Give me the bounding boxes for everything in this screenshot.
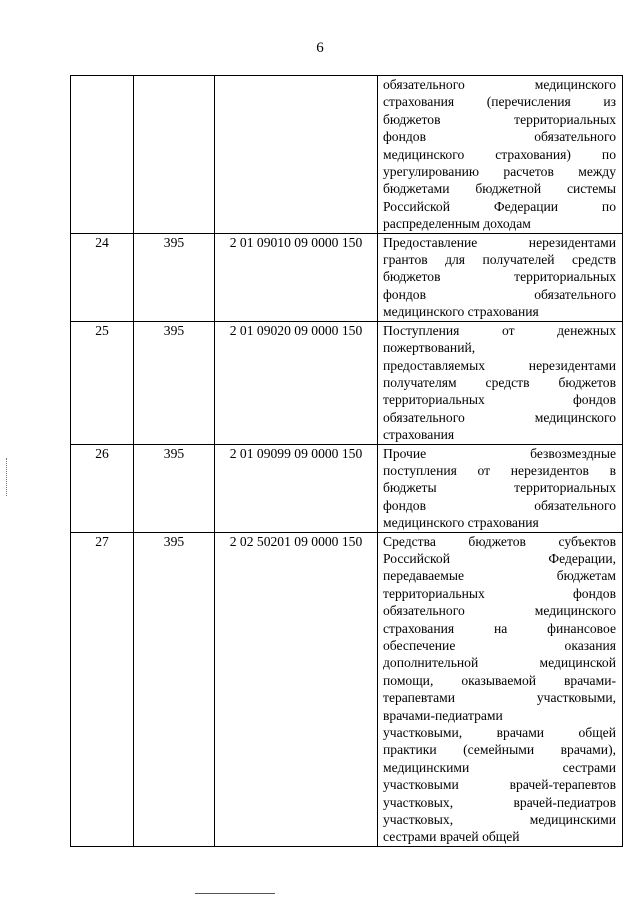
income-name-line: Российской Федерации по xyxy=(383,198,616,214)
budget-code-cell xyxy=(215,76,378,234)
admin-code-cell: 395 xyxy=(134,233,215,321)
income-name-line: территориальных фондов xyxy=(383,585,616,601)
income-name-line: получателям средств бюджетов xyxy=(383,374,616,390)
income-name-cell xyxy=(378,532,623,846)
income-name-line: урегулированию расчетов между xyxy=(383,164,616,180)
income-name-line: Средства бюджетов субъектов xyxy=(383,533,616,549)
income-name-line: Прочие безвозмездные xyxy=(383,445,616,461)
budget-code-cell: 2 01 09099 09 0000 150 xyxy=(215,444,378,532)
table-row xyxy=(71,532,623,846)
income-name-line: практики (семейными врачами), xyxy=(383,742,616,758)
income-name-line: территориальных фондов xyxy=(383,392,616,408)
income-name-line: участковыми врачей-терапевтов xyxy=(383,777,616,793)
income-name-line: предоставляемых нерезидентами xyxy=(383,357,616,373)
income-name-line: сестрами врачей общей xyxy=(383,829,520,845)
admin-code-cell xyxy=(134,76,215,234)
income-name-line: страхования на финансовое xyxy=(383,620,616,636)
income-name-cell xyxy=(378,76,623,234)
row-number-cell: 25 xyxy=(71,321,134,444)
income-name-line: Предоставление нерезидентами xyxy=(383,234,616,250)
income-name-line: Российской Федерации, xyxy=(383,550,616,566)
income-name-line: фондов обязательного xyxy=(383,286,616,302)
income-name-line: дополнительной медицинской xyxy=(383,655,616,671)
income-name-line: грантов для получателей средств xyxy=(383,252,616,268)
income-name-line: бюджетами бюджетной системы xyxy=(383,181,616,197)
income-name-line: передаваемые бюджетам xyxy=(383,568,616,584)
budget-code-cell: 2 01 09020 09 0000 150 xyxy=(215,321,378,444)
income-name-line: помощи, оказываемой врачами- xyxy=(383,672,616,688)
income-name-line: участковых, врачей-педиатров xyxy=(383,794,616,810)
income-name-line: распределенным доходам xyxy=(383,216,531,232)
income-name-line: поступления от нерезидентов в xyxy=(383,462,616,478)
margin-mark xyxy=(6,458,9,496)
table-body xyxy=(71,76,623,847)
row-number-cell: 24 xyxy=(71,233,134,321)
income-name-line: обязательного медицинского xyxy=(383,603,616,619)
income-name-line: фондов обязательного xyxy=(383,497,616,513)
row-number-cell: 26 xyxy=(71,444,134,532)
table-row xyxy=(71,76,623,234)
admin-code-cell: 395 xyxy=(134,444,215,532)
income-name-line: участковых, медицинскими xyxy=(383,812,616,828)
table-row xyxy=(71,233,623,321)
income-name-line: обеспечение оказания xyxy=(383,638,616,653)
income-name-line: бюджеты территориальных xyxy=(383,480,616,496)
income-name-line: медицинскими сестрами xyxy=(383,759,616,775)
row-number-cell xyxy=(71,76,134,234)
admin-code-cell: 395 xyxy=(134,532,215,846)
income-name-line: бюджетов территориальных xyxy=(383,269,616,285)
footer-rule xyxy=(195,893,275,894)
income-name-line: терапевтами участковыми, xyxy=(383,690,616,706)
income-name-line: страхования (перечисления из xyxy=(383,94,616,110)
income-name-line: медицинского страхования xyxy=(383,304,539,320)
income-name-line: фондов обязательного xyxy=(383,129,616,145)
income-name-line: страхования xyxy=(383,427,455,443)
income-name-line: бюджетов территориальных xyxy=(383,111,616,127)
income-name-line: обязательного медицинского xyxy=(383,77,616,92)
income-name-line: медицинского страхования xyxy=(383,515,539,531)
income-name-line: участковыми, врачами общей xyxy=(383,725,616,741)
income-name-cell xyxy=(378,321,623,444)
income-name-cell xyxy=(378,233,623,321)
budget-code-cell: 2 02 50201 09 0000 150 xyxy=(215,532,378,846)
row-number-cell: 27 xyxy=(71,532,134,846)
income-name-cell xyxy=(378,444,623,532)
budget-code-cell: 2 01 09010 09 0000 150 xyxy=(215,233,378,321)
page-number: 6 xyxy=(316,40,324,56)
income-name-line: Поступления от денежных xyxy=(383,322,616,338)
income-name-line: пожертвований, xyxy=(383,340,476,356)
budget-codes-table xyxy=(70,75,623,847)
admin-code-cell: 395 xyxy=(134,321,215,444)
income-name-line: обязательного медицинского xyxy=(383,409,616,425)
table-row xyxy=(71,444,623,532)
income-name-line: врачами-педиатрами xyxy=(383,707,503,723)
income-name-line: медицинского страхования) по xyxy=(383,146,616,162)
table-row xyxy=(71,321,623,444)
